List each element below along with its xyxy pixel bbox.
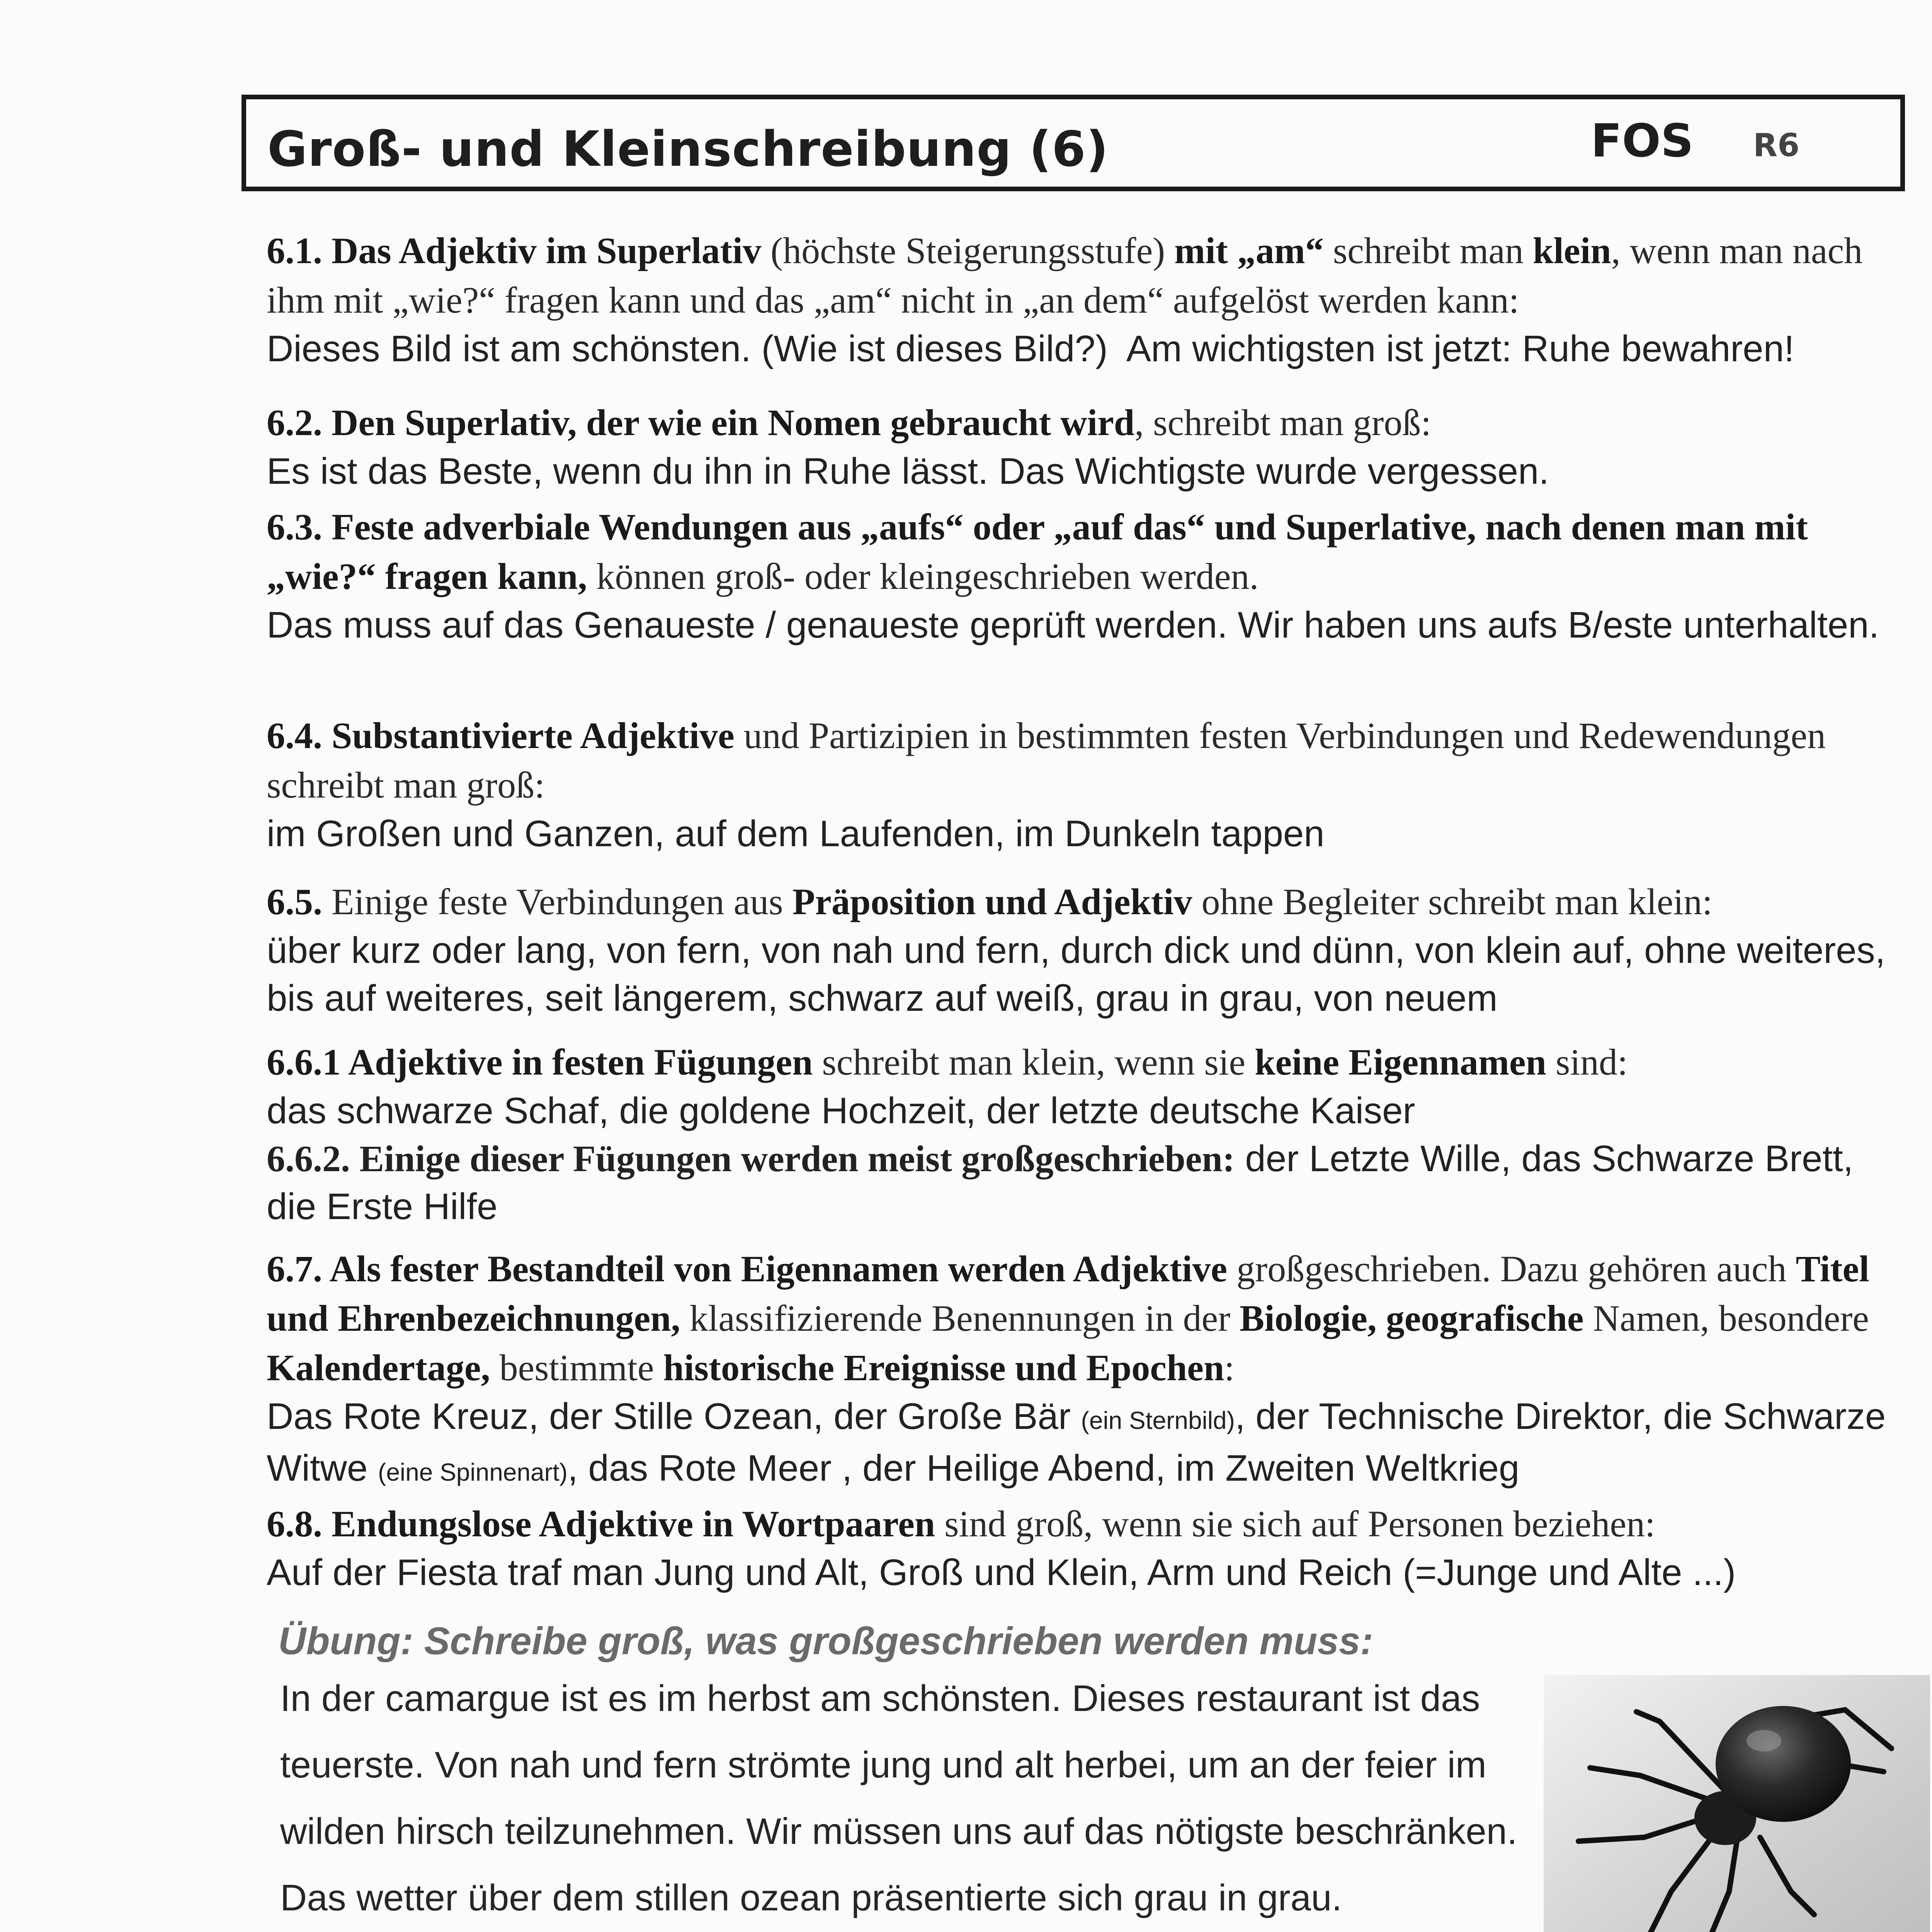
rule-heading: 6.1. Das Adjektiv im Superlativ (höchste Steigerungsstufe) mit „am“ schreibt man klein, wenn man nach ihm mit „wie?“ fragen kann und das „am“ nicht in „an dem“ aufgelöst werden kann:	[267, 230, 1863, 321]
rule-example: Es ist das Beste, wenn du ihn in Ruhe lässt. Das Wichtigste wurde vergessen.	[267, 451, 1549, 492]
exercise-line: teuerste. Von nah und fern strömte jung und alt herbei, um an der feier im	[280, 1744, 1486, 1786]
rule-heading: 6.2. Den Superlativ, der wie ein Nomen gebraucht wird, schreibt man groß:	[267, 402, 1431, 443]
rule-example: Auf der Fiesta traf man Jung und Alt, Groß und Klein, Arm und Reich (=Junge und Alte ...)	[267, 1552, 1736, 1593]
rule-6-3	[267, 502, 1897, 649]
rule-6-4	[267, 711, 1897, 858]
header-box	[242, 95, 1905, 191]
sheet-code: R6	[1753, 127, 1800, 164]
exercise-line: wilden hirsch teilzunehmen. Wir müssen uns auf das nötigste beschränken.	[280, 1811, 1517, 1852]
rule-example: das schwarze Schaf, die goldene Hochzeit, der letzte deutsche Kaiser 6.6.2. Einige dieser Fügungen werden meist großgeschrieben: der Letzte Wille, das Schwarze Brett, die Erste Hilfe	[267, 1090, 1854, 1227]
rule-heading: 6.3. Feste adverbiale Wendungen aus „aufs“ oder „auf das“ und Superlative, nach denen man mit „wie?“ fragen kann, können groß- oder kleingeschrieben werden.	[267, 506, 1808, 597]
rule-example: über kurz oder lang, von fern, von nah und fern, durch dick und dünn, von klein auf, ohne weiteres, bis auf weiteres, seit längerem, schwarz auf weiß, grau in grau, von neuem	[267, 930, 1886, 1019]
spider-icon	[1544, 1675, 1930, 1932]
rule-heading: 6.5. Einige feste Verbindungen aus Präposition und Adjektiv ohne Begleiter schreibt man klein:	[267, 881, 1713, 922]
rule-6-6	[267, 1037, 1897, 1231]
rule-example: im Großen und Ganzen, auf dem Laufenden, im Dunkeln tappen	[267, 813, 1325, 854]
rule-6-8	[267, 1499, 1897, 1597]
page-title: Groß- und Kleinschreibung (6)	[267, 121, 1109, 177]
exercise-line: Das wetter über dem stillen ozean präsentierte sich grau in grau.	[280, 1877, 1342, 1918]
exercise-line: In der camargue ist es im herbst am schönsten. Dieses restaurant ist das	[280, 1678, 1480, 1719]
rule-example: Das muss auf das Genaueste / genaueste geprüft werden. Wir haben uns aufs B/este unterhalten.	[267, 604, 1879, 646]
rule-heading: 6.8. Endungslose Adjektive in Wortpaaren sind groß, wenn sie sich auf Personen beziehen:	[267, 1503, 1655, 1544]
school-label: FOS	[1591, 114, 1694, 167]
rule-heading: 6.7. Als fester Bestandteil von Eigennamen werden Adjektive großgeschrieben. Dazu gehören auch Titel und Ehrenbezeichnungen, klassifizierende Benennungen in der Biologie, geografische Namen, besondere Kalendertage, bestimmte historische Ereignisse und Epochen:	[267, 1248, 1869, 1388]
exercise-title: Übung: Schreibe groß, was großgeschrieben werden muss:	[278, 1619, 1373, 1663]
rule-heading: 6.4. Substantivierte Adjektive und Partizipien in bestimmten festen Verbindungen und Redewendungen schreibt man groß:	[267, 715, 1826, 806]
rule-6-1	[267, 226, 1897, 373]
rule-example: Das Rote Kreuz, der Stille Ozean, der Große Bär (ein Sternbild), der Technische Direktor, die Schwarze Witwe (eine Spinnenart), das Rote Meer , der Heilige Abend, im Zweiten Weltkrieg	[267, 1396, 1886, 1489]
rule-6-2	[267, 398, 1897, 495]
rule-6-7	[267, 1244, 1897, 1496]
rule-6-5	[267, 877, 1897, 1022]
rule-heading: 6.6.1 Adjektive in festen Fügungen schreibt man klein, wenn sie keine Eigennamen sind:	[267, 1041, 1628, 1083]
spider-abdomen	[1716, 1706, 1851, 1822]
rule-example: Dieses Bild ist am schönsten. (Wie ist dieses Bild?) Am wichtigsten ist jetzt: Ruhe bewahren!	[267, 328, 1794, 369]
